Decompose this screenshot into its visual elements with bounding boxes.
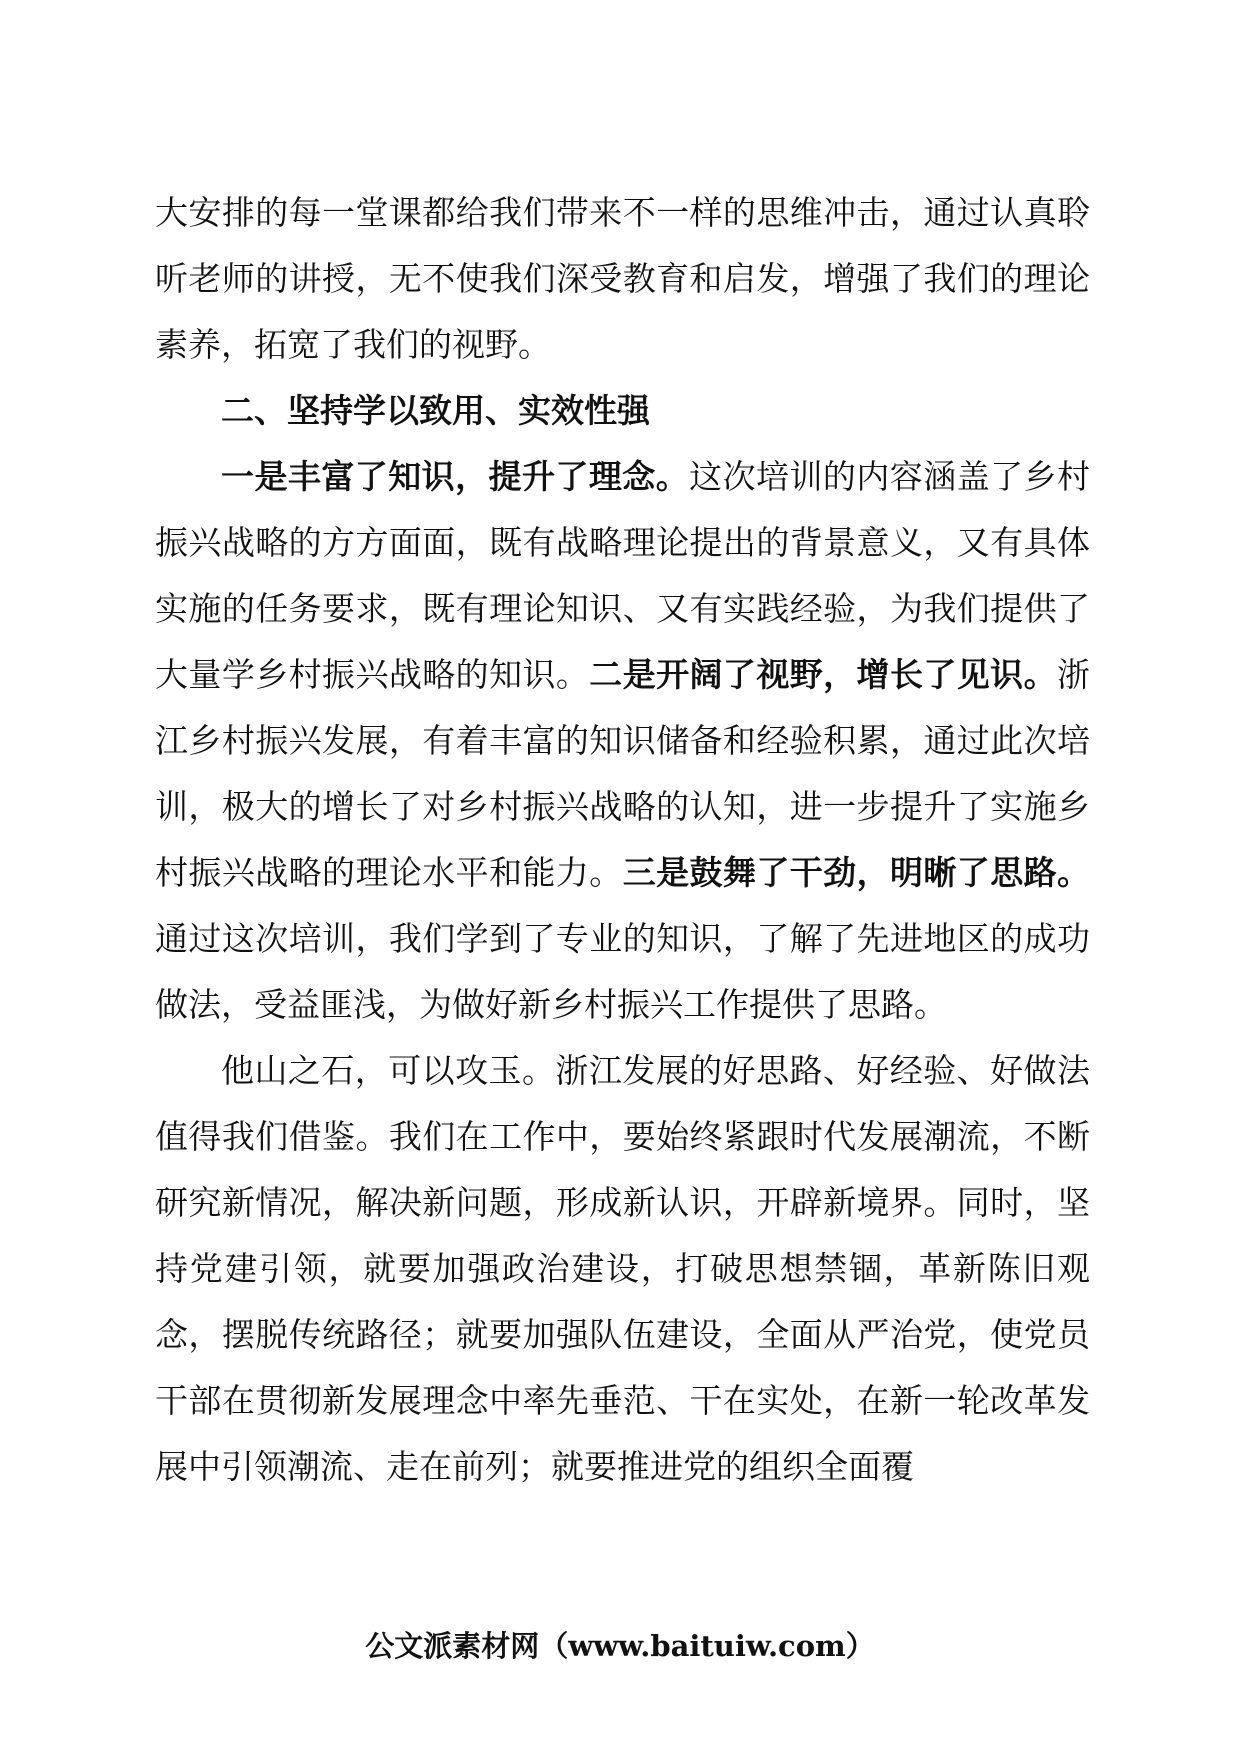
paragraph-reflection: 他山之石，可以攻玉。浙江发展的好思路、好经验、好做法值得我们借鉴。我们在工作中，要始终紧跟时代发展潮流，不断研究新情况，解决新问题，形成新认识，开辟新境界。同时，坚持党建引领，就要加强政治建设，打破思想禁锢，革新陈旧观念，摆脱传统路径；就要加强队伍建设，全面从严治党，使党员干部在贯彻新发展理念中率先垂范、干在实处，在新一轮改革发展中引领潮流、走在前列；就要推进党的组织全面覆 bbox=[155, 1051, 1090, 1486]
paragraph-benefits bbox=[155, 444, 1090, 1038]
section-heading: 二、坚持学以致用、实效性强 bbox=[221, 391, 650, 430]
point-one-lead: 一是丰富了知识，提升了理念。 bbox=[221, 457, 690, 496]
point-one-text: 这次培训的内容涵盖了乡村振兴战略的方方面面，既有战略理论提出的背景意义，又有具体实施的任务要求，既有理论知识、又有实践经验，为我们提供了大量学乡村振兴战略的知识。 bbox=[155, 457, 1091, 694]
document-body bbox=[155, 180, 1090, 1500]
point-three-text: 通过这次培训，我们学到了专业的知识，了解了先进地区的成功做法，受益匪浅，为做好新乡村振兴工作提供了思路。 bbox=[155, 919, 1090, 1024]
point-three-lead: 三是鼓舞了干劲，明晰了思路。 bbox=[622, 853, 1091, 892]
point-two-text: 浙江乡村振兴发展，有着丰富的知识储备和经验积累，通过此次培训，极大的增长了对乡村振兴战略的认知，进一步提升了实施乡村振兴战略的理论水平和能力。 bbox=[155, 655, 1091, 892]
footer-watermark: 公文派素材网（www.baituiw.com） bbox=[365, 1629, 875, 1663]
point-two-lead: 二是开阔了视野，增长了见识。 bbox=[589, 655, 1058, 694]
paragraph-continuation: 大安排的每一堂课都给我们带来不一样的思维冲击，通过认真聆听老师的讲授，无不使我们深受教育和启发，增强了我们的理论素养，拓宽了我们的视野。 bbox=[155, 193, 1090, 364]
